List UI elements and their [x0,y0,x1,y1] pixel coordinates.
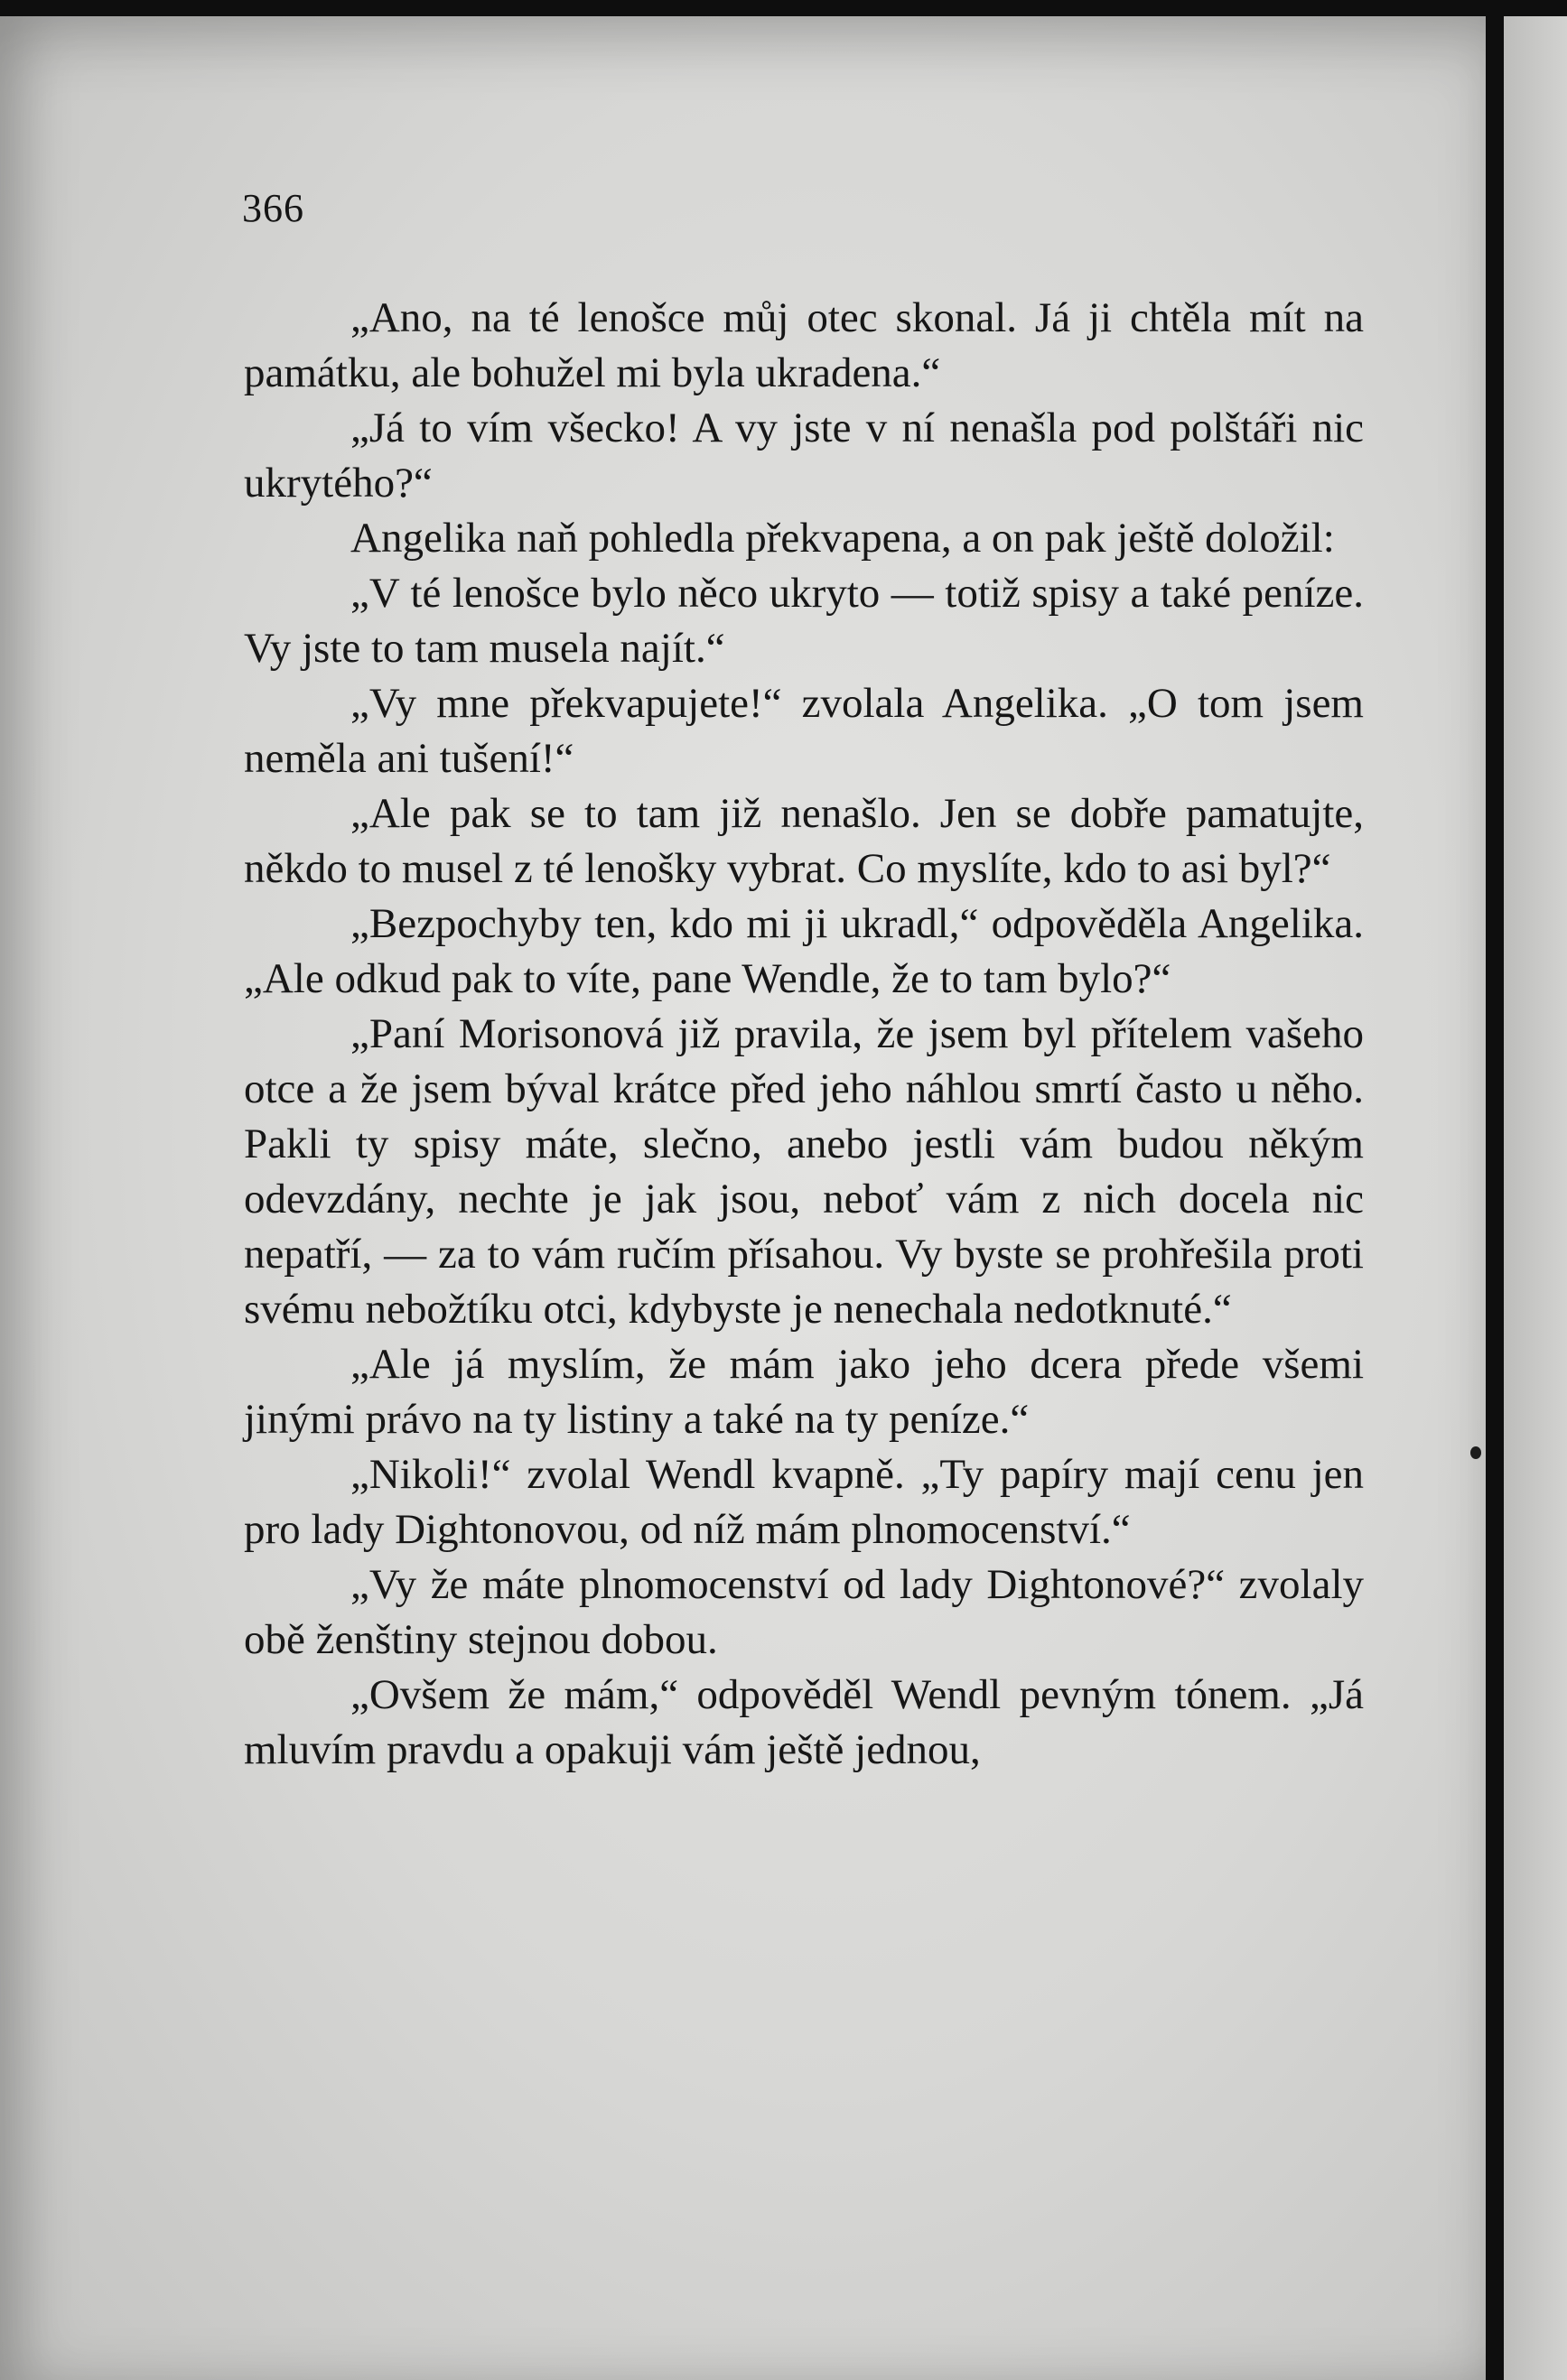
paragraph: „Já to vím všecko! A vy jste v ní nenašla pod polštáři nic ukrytého?“ [244,404,1364,507]
paragraph: Angelika naň pohledla překvapena, a on pak ještě doložil: [350,515,1335,562]
paragraph: „Paní Morisonová již pravila, že jsem byl přítelem vašeho otce a že jsem býval krátce před jeho náhlou smrtí často u něho. Pakli ty spisy máte, slečno, anebo jestli vám budou někým odevzdány, nechte je jak jsou, neboť vám z nich docela nic nepatří, — za to vám ručím přísahou. Vy byste se prohřešila proti svému nebožtíku otci, kdybyste je nenechala nedotknuté.“ [244,1010,1364,1333]
facing-page-edge [1504,16,1567,2380]
paragraph: „V té lenošce bylo něco ukryto — totiž spisy a také peníze. Vy jste to tam musela najít.“ [244,570,1364,672]
ink-dot [1470,1446,1481,1459]
paragraph: „Ale já myslím, že mám jako jeho dcera přede všemi jinými právo na ty listiny a také na ty peníze.“ [244,1341,1364,1443]
page-number: 366 [242,186,304,230]
paragraph: „Ovšem že mám,“ odpověděl Wendl pevným tónem. „Já mluvím pravdu a opakuji vám ještě jednou, [244,1671,1364,1773]
paragraph: „Ano, na té lenošce můj otec skonal. Já ji chtěla mít na památku, ale bohužel mi byla ukradena.“ [244,294,1364,396]
paragraph: „Nikoli!“ zvolal Wendl kvapně. „Ty papíry mají cenu jen pro lady Dightonovou, od níž mám plnomocenství.“ [244,1451,1364,1553]
paragraph: „Vy že máte plnomocenství od lady Dightonové?“ zvolaly obě ženštiny stejnou dobou. [244,1561,1364,1663]
paragraph: „Ale pak se to tam již nenašlo. Jen se dobře pamatujte, někdo to musel z té lenošky vybrat. Co myslíte, kdo to asi byl?“ [244,790,1364,892]
paragraph: „Vy mne překvapujete!“ zvolala Angelika. „O tom jsem neměla ani tušení!“ [244,680,1364,782]
paragraph: „Bezpochyby ten, kdo mi ji ukradl,“ odpověděla Angelika. „Ale odkud pak to víte, pane Wendle, že to tam bylo?“ [244,900,1364,1002]
body-text [244,291,1364,1778]
